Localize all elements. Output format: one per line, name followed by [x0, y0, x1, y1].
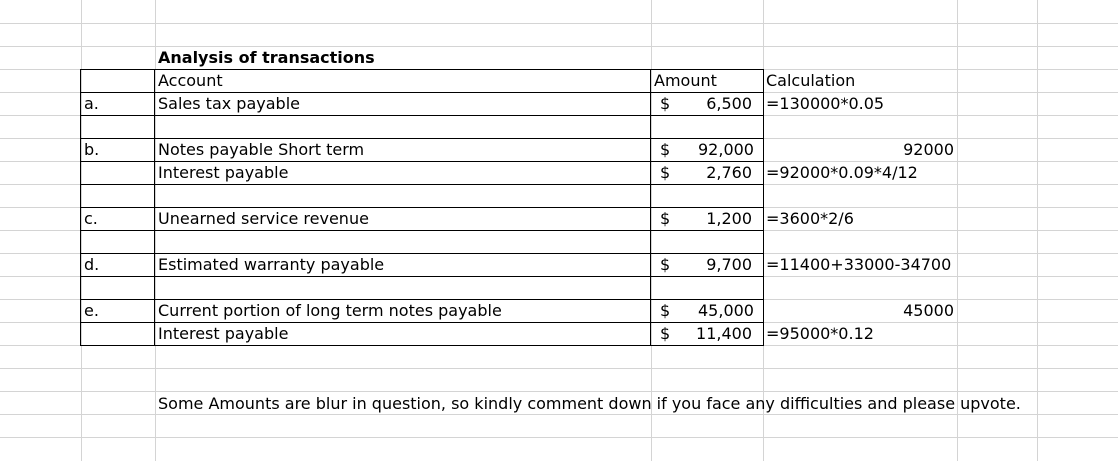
row-label: e. [84, 301, 99, 320]
footnote: Some Amounts are blur in question, so kindly comment down if you face any difficulties and please upvote. [158, 394, 1021, 413]
account-cell: Current portion of long term notes payable [158, 301, 502, 320]
currency-cell: $ [660, 94, 671, 113]
currency-cell: $ [660, 140, 671, 159]
calculation-cell: =92000*0.09*4/12 [766, 163, 918, 182]
calculation-cell: =95000*0.12 [766, 324, 874, 343]
currency-cell: $ [660, 324, 671, 343]
gridline [0, 23, 1118, 24]
table-border [80, 276, 763, 277]
calculation-cell: =130000*0.05 [766, 94, 885, 113]
calculation-cell: =3600*2/6 [766, 209, 854, 228]
gridline [0, 437, 1118, 438]
table-border [80, 345, 763, 346]
amount-cell: 2,760 [706, 163, 752, 182]
table-border [650, 69, 651, 346]
account-cell: Unearned service revenue [158, 209, 369, 228]
table-border [80, 69, 81, 346]
header-account: Account [158, 71, 223, 90]
account-cell: Estimated warranty payable [158, 255, 385, 274]
calculation-cell: =11400+33000-34700 [766, 255, 952, 274]
currency-cell: $ [660, 255, 671, 274]
account-cell: Sales tax payable [158, 94, 300, 113]
account-cell: Notes payable Short term [158, 140, 365, 159]
row-label: b. [84, 140, 100, 159]
table-border [763, 69, 764, 346]
header-calculation: Calculation [766, 71, 856, 90]
table-border [80, 184, 763, 185]
table-title: Analysis of transactions [158, 48, 375, 67]
calculation-cell: 45000 [903, 301, 954, 320]
gridline [0, 391, 1118, 392]
amount-cell: 11,400 [696, 324, 752, 343]
amount-cell: 6,500 [706, 94, 752, 113]
row-label: d. [84, 255, 100, 274]
header-amount: Amount [654, 71, 717, 90]
account-cell: Interest payable [158, 324, 289, 343]
row-label: c. [84, 209, 98, 228]
amount-cell: 45,000 [698, 301, 754, 320]
currency-cell: $ [660, 301, 671, 320]
account-cell: Interest payable [158, 163, 289, 182]
currency-cell: $ [660, 163, 671, 182]
amount-cell: 9,700 [706, 255, 752, 274]
table-border [80, 230, 763, 231]
amount-cell: 1,200 [706, 209, 752, 228]
gridline [0, 368, 1118, 369]
table-border [80, 115, 763, 116]
amount-cell: 92,000 [698, 140, 754, 159]
calculation-cell: 92000 [903, 140, 954, 159]
currency-cell: $ [660, 209, 671, 228]
row-label: a. [84, 94, 99, 113]
table-border [154, 69, 155, 346]
